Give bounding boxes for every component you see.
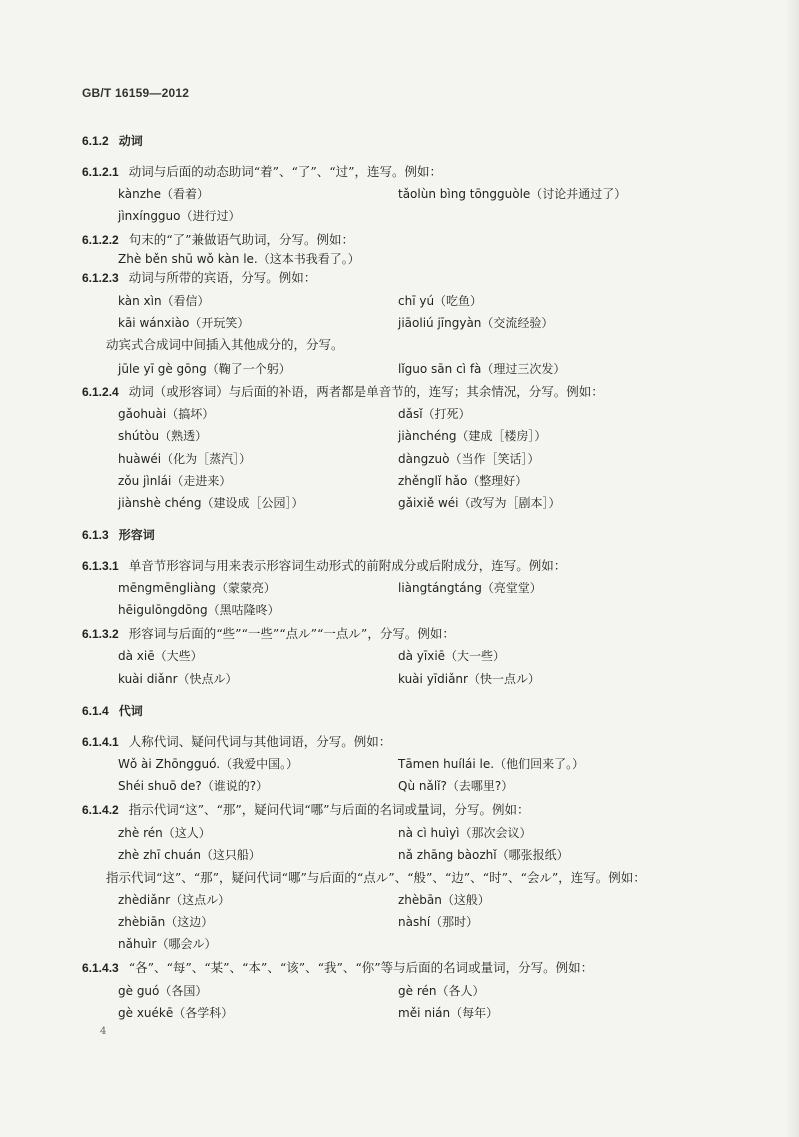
- example-item: [398, 825, 532, 841]
- example-item: [118, 315, 249, 331]
- clause-text: [82, 802, 530, 818]
- line-text: Shéi shuō de?（谁说的?）: [118, 779, 269, 793]
- example-item: [398, 648, 505, 664]
- clause-number: 6.1.4.1: [82, 735, 119, 749]
- line-text: nǎ zhāng bàozhǐ（哪张报纸）: [398, 848, 569, 862]
- line-text: 单音节形容词与用来表示形容词生动形式的前附成分或后附成分，连写。例如：: [128, 558, 567, 573]
- clause-number: 6.1.4: [82, 704, 109, 718]
- example-item: [118, 936, 216, 952]
- clause-text: [106, 870, 646, 886]
- line-text: zhèbān（这般）: [398, 893, 490, 907]
- line-text: nàshí（那时）: [398, 915, 479, 929]
- line-text: zhè zhī chuán（这只船）: [118, 848, 261, 862]
- line-text: jiāoliú jīngyàn（交流经验）: [398, 316, 554, 330]
- line-text: zǒu jìnlái（走进来）: [118, 474, 232, 488]
- example-item: [118, 208, 241, 224]
- standard-header: GB/T 16159—2012: [82, 86, 190, 100]
- line-text: 形容词与后面的“些”“一些”“点ル”“一点ル”，分写。例如：: [128, 626, 455, 641]
- clause-number: 6.1.4.3: [82, 961, 119, 975]
- line-text: 指示代词“这”、“那”，疑问代词“哪”与后面的“点ル”、“般”、“边”、“时”、“会ル”，连写。例如：: [106, 870, 646, 885]
- example-item: [398, 983, 484, 999]
- example-item: [398, 671, 540, 687]
- example-item: [398, 428, 546, 444]
- line-text: gǎixiě wéi（改写为［剧本］）: [398, 496, 561, 510]
- line-text: jiànchéng（建成［楼房］）: [398, 429, 547, 443]
- clause-number: 6.1.2.3: [82, 271, 119, 285]
- example-item: [398, 473, 527, 489]
- example-item: [398, 756, 584, 772]
- line-text: Tāmen huílái le.（他们回来了。）: [398, 757, 585, 771]
- line-text: shútòu（熟透）: [118, 429, 208, 443]
- line-text: jūle yī gè gōng（鞠了一个躬）: [118, 362, 291, 376]
- page-number: 4: [100, 1026, 107, 1037]
- line-text: chī yú（吃鱼）: [398, 294, 483, 308]
- section-heading: [82, 133, 143, 149]
- line-text: gè rén（各人）: [398, 984, 485, 998]
- example-item: [398, 778, 513, 794]
- example-item: [398, 361, 565, 377]
- line-text: mēngmēngliàng（蒙蒙亮）: [118, 581, 276, 595]
- line-text: 动词与后面的动态助词“着”、“了”、“过”，连写。例如：: [128, 164, 443, 179]
- line-text: 句末的“了”兼做语气助词，分写。例如：: [128, 232, 354, 247]
- line-text: jìnxíngguo（进行过）: [118, 209, 241, 223]
- example-item: [118, 580, 276, 596]
- example-item: [118, 914, 213, 930]
- example-item: [398, 451, 539, 467]
- example-item: [118, 186, 209, 202]
- example-item: [118, 451, 251, 467]
- example-item: [118, 671, 238, 687]
- example-item: [118, 602, 280, 618]
- clause-number: 6.1.2.1: [82, 165, 119, 179]
- example-item: [118, 495, 304, 511]
- line-text: jiànshè chéng（建设成［公园］）: [118, 496, 304, 510]
- example-item: [118, 1005, 233, 1021]
- clause-number: 6.1.2.2: [82, 233, 119, 247]
- clause-text: [82, 270, 316, 286]
- line-text: měi nián（每年）: [398, 1006, 499, 1020]
- clause-text: [82, 734, 391, 750]
- line-text: nǎhuìr（哪会ル）: [118, 937, 217, 951]
- clause-number: 6.1.3: [82, 528, 109, 542]
- example-item: [118, 251, 360, 267]
- line-text: dà yīxiē（大一些）: [398, 649, 506, 663]
- line-text: “各”、“每”、“某”、“本”、“该”、“我”、“你”等与后面的名词或量词，分写。例如：: [128, 960, 594, 975]
- line-text: 动词（或形容词）与后面的补语，两者都是单音节的，连写；其余情况，分写。例如：: [128, 384, 604, 399]
- example-item: [118, 428, 207, 444]
- clause-text: [82, 384, 604, 400]
- line-text: kāi wánxiào（开玩笑）: [118, 316, 250, 330]
- example-item: [398, 580, 542, 596]
- example-item: [118, 648, 203, 664]
- clause-number: 6.1.4.2: [82, 803, 119, 817]
- example-item: [118, 778, 268, 794]
- line-text: zhěnglǐ hǎo（整理好）: [398, 474, 528, 488]
- line-text: kàn xìn（看信）: [118, 294, 210, 308]
- example-item: [398, 315, 553, 331]
- line-text: huàwéi（化为［蒸汽］）: [118, 452, 252, 466]
- example-item: [118, 983, 207, 999]
- line-text: kànzhe（看着）: [118, 187, 209, 201]
- clause-text: [82, 558, 566, 574]
- line-text: 指示代词“这”、“那”，疑问代词“哪”与后面的名词或量词，分写。例如：: [128, 802, 530, 817]
- example-item: [118, 892, 230, 908]
- example-item: [398, 1005, 498, 1021]
- example-item: [398, 914, 478, 930]
- example-item: [398, 406, 471, 422]
- line-text: lǐguo sān cì fà（理过三次发）: [398, 362, 566, 376]
- example-item: [118, 473, 231, 489]
- clause-text: [82, 626, 455, 642]
- clause-number: 6.1.2: [82, 134, 109, 148]
- line-text: gǎohuài（搞坏）: [118, 407, 215, 421]
- line-text: hēigulōngdōng（黑咕隆咚）: [118, 603, 280, 617]
- clause-number: 6.1.3.2: [82, 627, 119, 641]
- clause-text: [106, 337, 344, 353]
- line-text: Wǒ ài Zhōngguó.（我爱中国。）: [118, 757, 299, 771]
- line-text: gè guó（各国）: [118, 984, 208, 998]
- example-item: [398, 293, 482, 309]
- line-text: gè xuékē（各学科）: [118, 1006, 234, 1020]
- example-item: [118, 293, 210, 309]
- section-heading: [82, 703, 143, 719]
- line-text: kuài diǎnr（快点ル）: [118, 672, 238, 686]
- line-text: 形容词: [118, 528, 155, 542]
- line-text: nà cì huìyì（那次会议）: [398, 826, 532, 840]
- clause-number: 6.1.2.4: [82, 385, 119, 399]
- line-text: tǎolùn bìng tōngguòle（讨论并通过了）: [398, 187, 627, 201]
- line-text: zhèbiān（这边）: [118, 915, 214, 929]
- line-text: 动词: [118, 134, 143, 148]
- line-text: dà xiē（大些）: [118, 649, 203, 663]
- example-item: [398, 892, 490, 908]
- clause-number: 6.1.3.1: [82, 559, 119, 573]
- clause-text: [82, 232, 354, 248]
- line-text: zhèdiǎnr（这点ル）: [118, 893, 231, 907]
- clause-text: [82, 164, 442, 180]
- section-heading: [82, 527, 155, 543]
- line-text: zhè rén（这人）: [118, 826, 211, 840]
- line-text: kuài yīdiǎnr（快一点ル）: [398, 672, 540, 686]
- line-text: liàngtángtáng（亮堂堂）: [398, 581, 542, 595]
- line-text: 动宾式合成词中间插入其他成分的，分写。: [106, 337, 344, 352]
- example-item: [118, 847, 261, 863]
- line-text: dǎsǐ（打死）: [398, 407, 471, 421]
- example-item: [398, 186, 626, 202]
- example-item: [118, 361, 291, 377]
- example-item: [118, 406, 214, 422]
- line-text: 动词与所带的宾语，分写。例如：: [128, 270, 317, 285]
- example-item: [118, 756, 298, 772]
- line-text: 人称代词、疑问代词与其他词语，分写。例如：: [128, 734, 392, 749]
- scan-edge: [785, 0, 799, 1137]
- example-item: [118, 825, 211, 841]
- example-item: [398, 495, 560, 511]
- line-text: 代词: [118, 704, 143, 718]
- line-text: Zhè běn shū wǒ kàn le.（这本书我看了。）: [118, 252, 360, 266]
- line-text: Qù nǎlǐ?（去哪里?）: [398, 779, 514, 793]
- clause-text: [82, 960, 593, 976]
- example-item: [398, 847, 569, 863]
- line-text: dàngzuò（当作［笑话］）: [398, 452, 540, 466]
